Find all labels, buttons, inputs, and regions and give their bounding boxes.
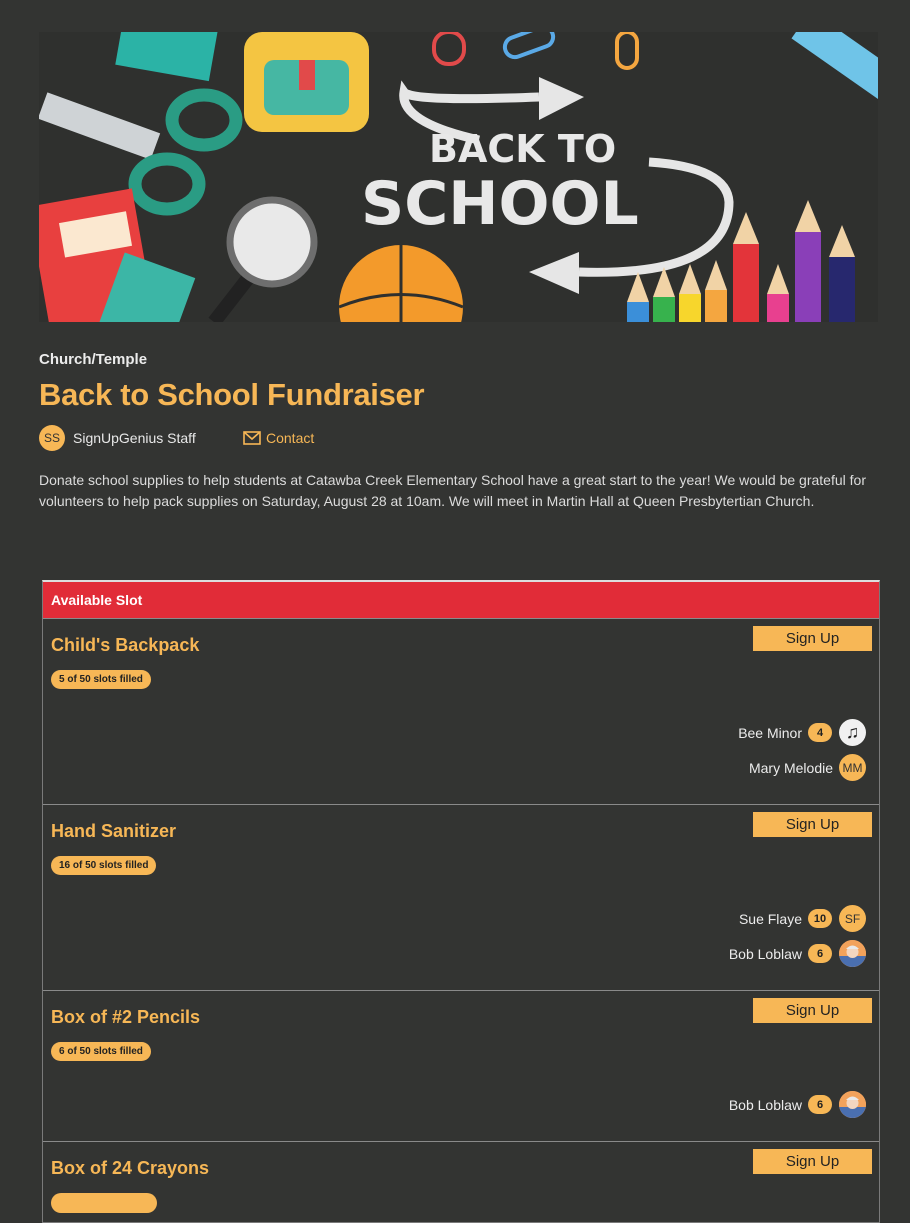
contact-link[interactable] xyxy=(243,430,314,446)
slots-filled-badge xyxy=(51,1193,157,1213)
slot-row xyxy=(43,1141,879,1222)
music-note-icon: ♫ xyxy=(839,719,866,746)
event-title: Back to School Fundraiser xyxy=(39,377,425,412)
signer-list xyxy=(738,719,866,789)
slot-row xyxy=(43,990,879,1141)
svg-text:BACK TO: BACK TO xyxy=(429,127,617,171)
signer xyxy=(729,1091,866,1118)
sign-up-button[interactable]: Sign Up xyxy=(753,812,872,837)
slot-title: Box of 24 Crayons xyxy=(51,1158,210,1178)
slot-title: Box of #2 Pencils xyxy=(51,1007,201,1027)
slot-row xyxy=(43,804,879,990)
signer-name: Bob Loblaw xyxy=(728,945,802,962)
signer-quantity: 10 xyxy=(808,909,832,928)
signer-list xyxy=(729,905,866,975)
signer-avatar: MM xyxy=(839,754,866,781)
signup-slots-table xyxy=(42,580,880,1223)
signer-list xyxy=(729,1091,866,1126)
slots-filled-badge: 5 of 50 slots filled xyxy=(51,670,151,689)
slot-title: Hand Sanitizer xyxy=(51,821,177,841)
event-banner-image xyxy=(39,32,878,322)
sign-up-button[interactable]: Sign Up xyxy=(753,1149,872,1174)
signer xyxy=(738,754,866,781)
profile-photo-avatar xyxy=(839,940,866,967)
signer-name: Mary Melodie xyxy=(748,759,833,776)
signer xyxy=(738,719,866,746)
svg-text:SCHOOL: SCHOOL xyxy=(361,169,639,239)
signer-avatar: SF xyxy=(839,905,866,932)
slot-title: Child's Backpack xyxy=(51,635,200,655)
signer-quantity: 6 xyxy=(808,944,832,963)
organizer-avatar: SS xyxy=(39,425,65,451)
signer xyxy=(729,905,866,932)
signer xyxy=(729,940,866,967)
slots-filled-badge: 6 of 50 slots filled xyxy=(51,1042,151,1061)
mail-icon xyxy=(243,431,261,445)
sign-up-button[interactable]: Sign Up xyxy=(753,626,872,651)
profile-photo-avatar xyxy=(839,1091,866,1118)
event-description: Donate school supplies to help students at Catawba Creek Elementary School have a great start to the year! We would be grateful for volunteers to help pack supplies on Saturday, August 28 at 10am. We will meet in Martin Hall at Queen Presbytertian Church. xyxy=(39,472,866,509)
table-header: Available Slot xyxy=(43,582,879,618)
signer-name: Bee Minor xyxy=(738,724,802,741)
slots-filled-badge: 16 of 50 slots filled xyxy=(51,856,156,875)
organizer-name: SignUpGenius Staff xyxy=(73,430,196,446)
slot-row xyxy=(43,618,879,804)
signer-name: Bob Loblaw xyxy=(728,1096,802,1113)
sign-up-button[interactable]: Sign Up xyxy=(753,998,872,1023)
signer-quantity: 6 xyxy=(808,1095,832,1114)
signer-quantity: 4 xyxy=(808,723,832,742)
event-category: Church/Temple xyxy=(39,351,148,368)
contact-label: Contact xyxy=(266,430,315,446)
signer-name: Sue Flaye xyxy=(738,910,802,927)
organizer xyxy=(39,425,196,451)
